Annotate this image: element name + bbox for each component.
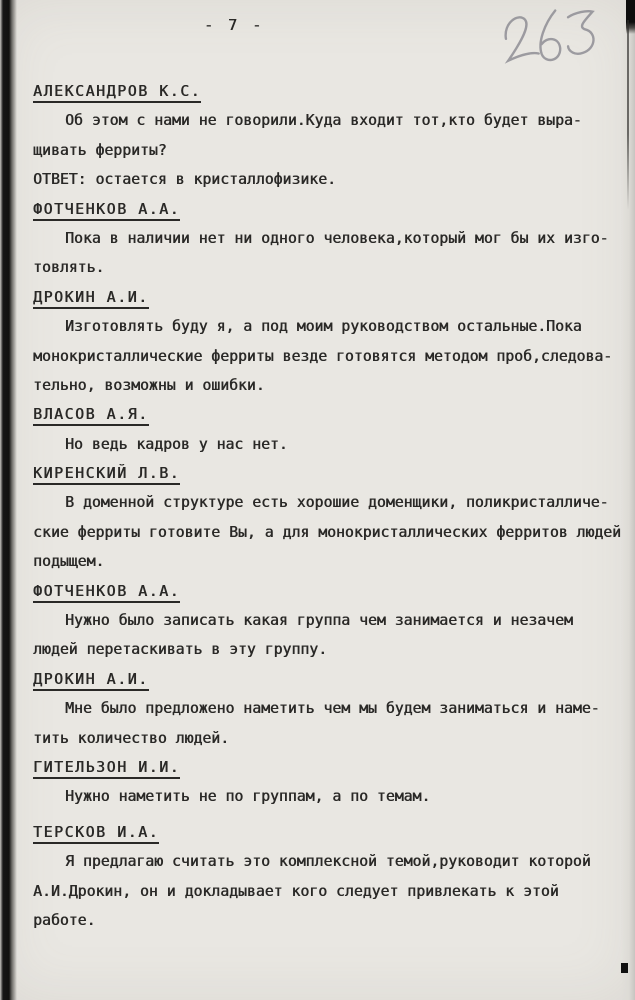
speaker-heading: ГИТЕЛЬЗОН И.И. <box>33 759 180 779</box>
speech-section <box>33 459 627 577</box>
speech-section <box>33 195 627 283</box>
speaker-heading: ФОТЧЕНКОВ А.А. <box>33 201 180 221</box>
handwritten-page-number <box>493 0 612 78</box>
speaker-heading-line <box>33 195 627 224</box>
speaker-heading-line <box>33 665 627 694</box>
document-line: Нужно наметить не по группам, а по темам. <box>65 788 431 806</box>
page-number: - 7 - <box>204 16 265 34</box>
speaker-heading-line <box>33 400 627 429</box>
document-line: монокристаллические ферриты везде готовятся методом проб,следова- <box>33 347 613 365</box>
speaker-heading: ДРОКИН А.И. <box>33 289 149 309</box>
speaker-heading-line <box>33 283 627 312</box>
speech-section <box>33 577 627 665</box>
speech-section <box>33 753 627 812</box>
document-line: Изготовлять буду я, а под моим руководством остальные.Пока <box>65 318 582 336</box>
document-line: Я предлагаю считать это комплексной темой,руководит которой <box>65 853 591 871</box>
scan-speck <box>621 963 628 973</box>
scan-edge-line <box>627 20 629 210</box>
speech-section <box>33 400 627 459</box>
pencil-digits-icon <box>493 0 612 78</box>
document-line: подыщем. <box>33 553 105 571</box>
speech-section <box>33 665 627 753</box>
document-line: щивать ферриты? <box>33 141 167 159</box>
speech-section <box>33 818 627 936</box>
document-line: Мне было предложено наметить чем мы будем заниматься и наме- <box>65 700 600 718</box>
document-line: тельно, возможны и ошибки. <box>33 376 265 394</box>
speaker-heading: ТЕРСКОВ И.А. <box>33 824 159 844</box>
scan-edge-left <box>0 0 17 1000</box>
document-line: ОТВЕТ: остается в кристаллофизике. <box>33 171 336 189</box>
speaker-heading-line <box>33 818 627 847</box>
document-line: А.И.Дрокин, он и докладывает кого следует привлекать к этой <box>33 882 559 900</box>
speaker-heading: ВЛАСОВ А.Я. <box>33 406 149 426</box>
document-line: Но ведь кадров у нас нет. <box>65 435 288 453</box>
document-line: ские ферриты готовите Вы, а для монокристаллических ферритов людей <box>33 523 621 541</box>
document-line: товлять. <box>33 259 105 277</box>
speaker-heading-line <box>33 753 627 782</box>
speaker-heading: АЛЕКСАНДРОВ К.С. <box>33 83 201 103</box>
speaker-heading-line <box>33 77 627 106</box>
document-line: людей перетаскивать в эту группу. <box>33 641 327 659</box>
document-line: тить количество людей. <box>33 729 229 747</box>
speaker-heading: КИРЕНСКИЙ Л.В. <box>33 465 180 485</box>
speaker-heading-line <box>33 577 627 606</box>
speech-section <box>33 283 627 401</box>
document-line: Нужно было записать какая группа чем занимается и незачем <box>65 612 573 630</box>
document-body <box>33 77 627 935</box>
speaker-heading: ФОТЧЕНКОВ А.А. <box>33 583 180 603</box>
document-line: работе. <box>33 911 96 929</box>
document-line: В доменной структуре есть хорошие доменщики, поликристалличе- <box>65 494 609 512</box>
speech-section <box>33 77 627 195</box>
document-line: Об этом с нами не говорили.Куда входит тот,кто будет выра- <box>65 112 582 130</box>
speaker-heading-line <box>33 459 627 488</box>
speaker-heading: ДРОКИН А.И. <box>33 671 149 691</box>
document-line: Пока в наличии нет ни одного человека,который мог бы их изго- <box>65 229 609 247</box>
